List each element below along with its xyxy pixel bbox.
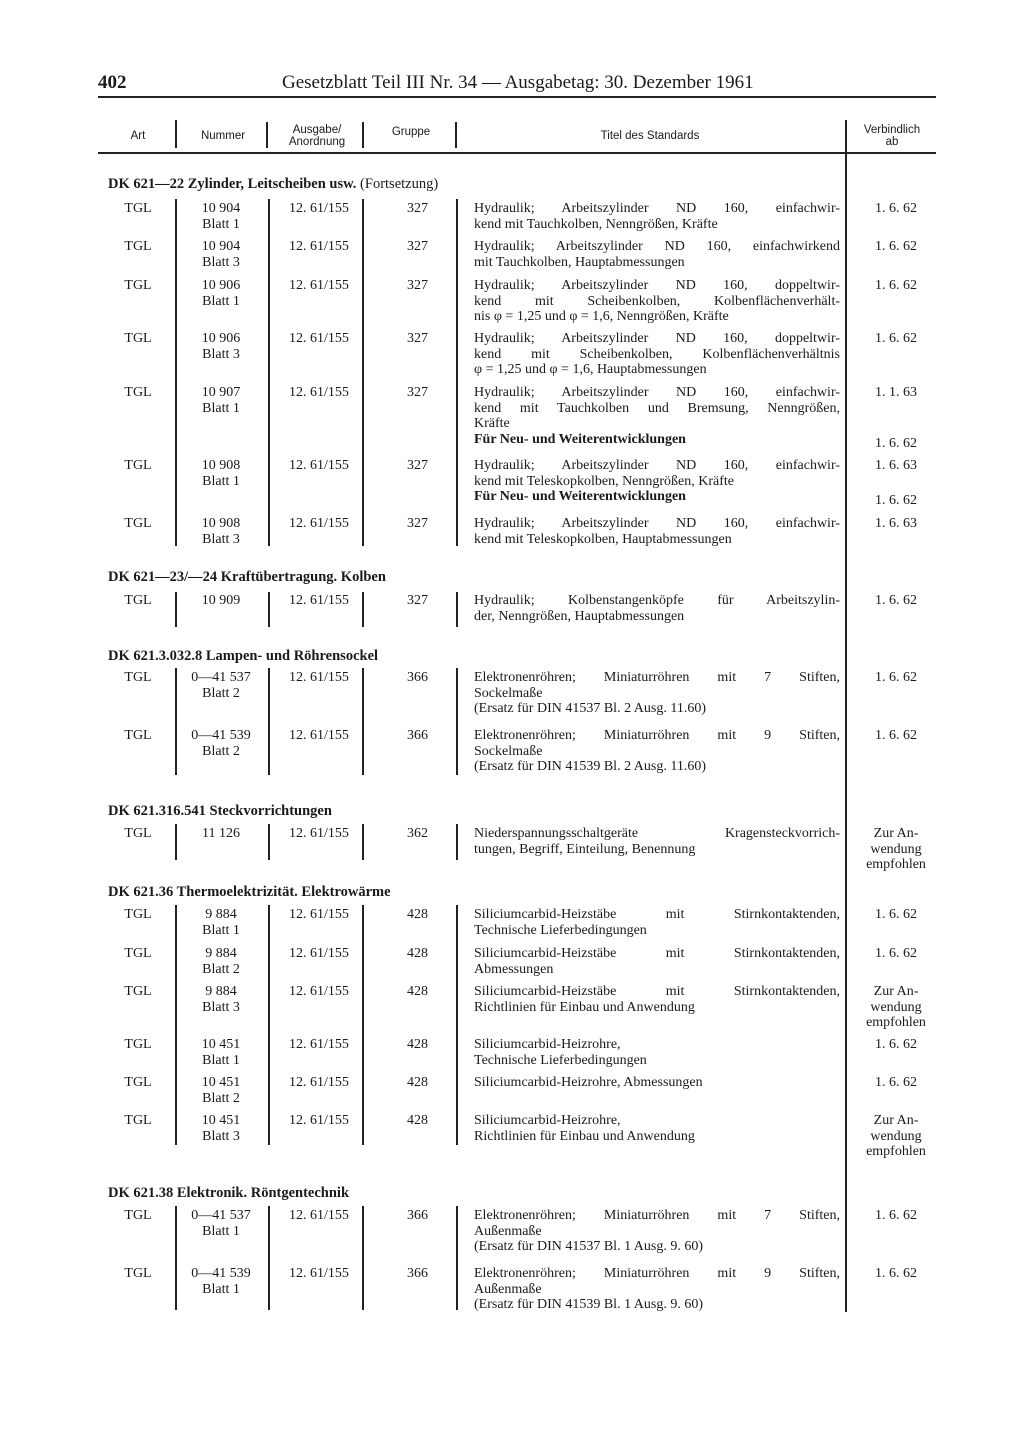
row-title-line: Elektronenröhren; Miniaturröhren mit 7 Stiften,	[474, 1208, 840, 1223]
row-verbindlich-line: 1. 6. 62	[875, 593, 917, 608]
row-gruppe: 366	[407, 1208, 428, 1223]
row-nummer-line: Blatt 1	[202, 473, 240, 489]
section-heading	[108, 803, 332, 820]
row-nummer-line: Blatt 1	[202, 1281, 240, 1297]
col-header-art: Art	[130, 130, 146, 142]
row-nummer	[183, 1075, 259, 1106]
row-title	[474, 458, 840, 505]
column-rule	[175, 592, 177, 627]
row-nummer	[183, 385, 259, 416]
col-header-rule	[98, 152, 936, 154]
row-title	[474, 728, 840, 775]
row-art: TGL	[124, 516, 152, 531]
row-verbindlich-line: 1. 6. 62	[875, 1037, 917, 1052]
row-title-line: Elektronenröhren; Miniaturröhren mit 9 Stiften,	[474, 1266, 840, 1281]
row-title	[474, 201, 840, 232]
row-verbindlich-line: 1. 6. 62	[875, 1208, 917, 1223]
row-verbindlich	[846, 278, 946, 294]
row-title-line: (Ersatz für DIN 41539 Bl. 2 Ausg. 11.60)	[474, 759, 707, 774]
row-ausgabe: 12. 61/155	[289, 1075, 349, 1090]
row-nummer-line: 10 908	[201, 458, 241, 473]
row-verbindlich-line: 1. 6. 62	[875, 493, 917, 508]
column-rule	[456, 1206, 458, 1310]
row-ausgabe: 12. 61/155	[289, 728, 349, 743]
row-nummer	[183, 1113, 259, 1144]
row-verbindlich-line: wendung	[870, 999, 922, 1015]
row-title-line: Hydraulik; Arbeitszylinder ND 160, einfachwir-	[474, 516, 840, 531]
col-header-verbindlich	[846, 124, 938, 148]
row-title-line: Siliciumcarbid-Heizrohre,	[474, 1037, 621, 1052]
row-gruppe: 327	[407, 201, 428, 216]
row-title-line: tungen, Begriff, Einteilung, Benennung	[474, 841, 696, 857]
row-art: TGL	[124, 984, 152, 999]
row-gruppe: 327	[407, 331, 428, 346]
row-gruppe: 428	[407, 984, 428, 999]
row-verbindlich-line: wendung	[870, 1128, 922, 1144]
row-verbindlich-line	[846, 474, 946, 490]
row-ausgabe: 12. 61/155	[289, 201, 349, 216]
column-rule	[268, 824, 270, 860]
row-title-line: der, Nenngrößen, Hauptabmessungen	[474, 608, 685, 624]
row-title-line: Siliciumcarbid-Heizstäbe mit Stirnkontaktenden,	[474, 984, 840, 999]
row-art: TGL	[124, 1075, 152, 1090]
row-verbindlich-line: 1. 6. 62	[875, 1266, 917, 1281]
row-title	[474, 1037, 840, 1068]
column-rule	[268, 905, 270, 1145]
col-header-divider	[266, 122, 268, 148]
row-ausgabe: 12. 61/155	[289, 1266, 349, 1281]
row-title-line: kend mit Tauchkolben, Nenngrößen, Kräfte	[474, 216, 718, 232]
row-gruppe: 428	[407, 1075, 428, 1090]
row-nummer-line: Blatt 1	[202, 1223, 240, 1239]
row-nummer-line: 10 451	[201, 1037, 241, 1052]
row-title-note: Für Neu- und Weiterentwicklungen	[474, 431, 686, 447]
row-verbindlich	[846, 670, 946, 686]
row-verbindlich-line: Zur An-	[873, 984, 919, 999]
row-nummer-line: 10 909	[201, 593, 241, 608]
row-ausgabe: 12. 61/155	[289, 1113, 349, 1128]
row-nummer	[183, 516, 259, 547]
row-art: TGL	[124, 907, 152, 922]
row-nummer-line: 9 884	[205, 946, 237, 961]
row-title-line: Richtlinien für Einbau und Anwendung	[474, 999, 695, 1015]
row-verbindlich-line: empfohlen	[866, 1015, 926, 1030]
row-gruppe: 327	[407, 278, 428, 293]
row-art: TGL	[124, 1113, 152, 1128]
col-header-divider	[362, 122, 364, 148]
row-title-line: Elektronenröhren; Miniaturröhren mit 7 Stiften,	[474, 670, 840, 685]
row-ausgabe: 12. 61/155	[289, 1037, 349, 1052]
section-label: DK 621.36 Thermoelektrizität. Elektrowärme	[108, 884, 391, 900]
row-nummer-line: 0—41 537	[191, 1208, 251, 1223]
row-nummer-line: 0—41 537	[191, 670, 251, 685]
row-art: TGL	[124, 593, 152, 608]
row-verbindlich-line: 1. 6. 63	[875, 458, 917, 473]
row-nummer-line: Blatt 1	[202, 400, 240, 416]
row-art: TGL	[124, 201, 152, 216]
row-verbindlich-line: wendung	[870, 841, 922, 857]
row-title-line: Hydraulik; Arbeitszylinder ND 160, doppeltwir-	[474, 331, 840, 346]
row-nummer-line: 11 126	[202, 826, 240, 841]
column-rule	[456, 592, 458, 627]
column-rule	[175, 668, 177, 775]
row-nummer-line: 10 451	[201, 1075, 241, 1090]
row-gruppe: 327	[407, 239, 428, 254]
row-nummer-line: 0—41 539	[191, 728, 251, 743]
column-rule	[362, 905, 364, 1145]
row-title-line: Hydraulik; Arbeitszylinder ND 160, einfachwir-	[474, 385, 840, 400]
row-verbindlich-line: Zur An-	[873, 1113, 919, 1128]
row-title-line: Hydraulik; Kolbenstangenköpfe für Arbeitszylin-	[474, 593, 840, 608]
row-nummer-line: 9 884	[205, 984, 237, 999]
row-nummer-line: Blatt 3	[202, 346, 240, 362]
row-title-line: (Ersatz für DIN 41539 Bl. 1 Ausg. 9. 60)	[474, 1297, 704, 1312]
row-nummer-line: 10 906	[201, 331, 241, 346]
row-art: TGL	[124, 946, 152, 961]
row-verbindlich	[846, 1113, 946, 1160]
page-number: 402	[98, 72, 127, 93]
row-title	[474, 670, 840, 717]
row-nummer	[183, 458, 259, 489]
row-art: TGL	[124, 385, 152, 400]
row-gruppe: 366	[407, 1266, 428, 1281]
row-art: TGL	[124, 239, 152, 254]
section-heading	[108, 884, 391, 901]
row-nummer	[183, 593, 259, 609]
row-verbindlich	[846, 1037, 946, 1053]
row-ausgabe: 12. 61/155	[289, 826, 349, 841]
column-rule	[175, 199, 177, 546]
row-gruppe: 327	[407, 385, 428, 400]
row-ausgabe: 12. 61/155	[289, 907, 349, 922]
row-art: TGL	[124, 670, 152, 685]
row-ausgabe: 12. 61/155	[289, 239, 349, 254]
row-title-line: (Ersatz für DIN 41537 Bl. 1 Ausg. 9. 60)	[474, 1239, 704, 1254]
column-rule	[456, 905, 458, 1145]
col-header-ausgabe	[270, 124, 364, 148]
row-title-line: Abmessungen	[474, 961, 554, 977]
row-verbindlich-line: empfohlen	[866, 1144, 926, 1159]
row-verbindlich	[846, 458, 946, 509]
row-nummer-line: Blatt 1	[202, 922, 240, 938]
column-rule	[175, 1206, 177, 1310]
row-verbindlich	[846, 907, 946, 923]
row-nummer-line: 10 906	[201, 278, 241, 293]
row-nummer-line: 9 884	[205, 907, 237, 922]
row-verbindlich	[846, 826, 946, 873]
section-label: DK 621.316.541 Steckvorrichtungen	[108, 803, 332, 819]
row-title-line: kend mit Teleskopkolben, Nenngrößen, Kräfte	[474, 473, 735, 489]
row-verbindlich	[846, 1075, 946, 1091]
row-title	[474, 385, 840, 447]
row-title-line: Elektronenröhren; Miniaturröhren mit 9 Stiften,	[474, 728, 840, 743]
row-title-line: Siliciumcarbid-Heizstäbe mit Stirnkontaktenden,	[474, 907, 840, 922]
col-header-verbindlich-line1: Verbindlich	[863, 124, 921, 136]
row-gruppe: 428	[407, 907, 428, 922]
row-verbindlich-line	[846, 401, 946, 417]
row-verbindlich	[846, 239, 946, 255]
section-heading	[108, 1185, 349, 1202]
row-art: TGL	[124, 278, 152, 293]
row-nummer-line: Blatt 1	[202, 1052, 240, 1068]
row-nummer	[183, 826, 259, 842]
row-nummer-line: 10 451	[201, 1113, 241, 1128]
row-verbindlich-line: 1. 6. 62	[875, 670, 917, 685]
col-header-divider	[175, 120, 177, 148]
row-art: TGL	[124, 331, 152, 346]
row-title-line: kend mit Scheibenkolben, Kolbenflächenverhältnis	[474, 346, 840, 362]
section-suffix: (Fortsetzung)	[356, 176, 439, 192]
row-gruppe: 366	[407, 728, 428, 743]
row-title-line: Kräfte	[474, 416, 510, 431]
row-nummer-line: 10 908	[201, 516, 241, 531]
row-nummer	[183, 946, 259, 977]
column-rule	[268, 199, 270, 546]
row-ausgabe: 12. 61/155	[289, 946, 349, 961]
column-rule	[268, 1206, 270, 1310]
row-title	[474, 1113, 840, 1144]
section-label: DK 621—23/—24 Kraftübertragung. Kolben	[108, 569, 386, 585]
row-gruppe: 428	[407, 1113, 428, 1128]
row-verbindlich	[846, 331, 946, 347]
col-header-ausgabe-line2: Anordnung	[288, 136, 346, 148]
row-verbindlich-line: Zur An-	[873, 826, 919, 841]
row-verbindlich	[846, 1208, 946, 1224]
row-nummer	[183, 201, 259, 232]
row-gruppe: 362	[407, 826, 428, 841]
row-title-line: Hydraulik; Arbeitszylinder ND 160, doppeltwir-	[474, 278, 840, 293]
row-verbindlich-line: 1. 6. 62	[875, 1075, 917, 1090]
row-art: TGL	[124, 1208, 152, 1223]
row-title	[474, 826, 840, 857]
row-nummer-line: Blatt 3	[202, 254, 240, 270]
row-nummer	[183, 670, 259, 701]
col-header-nummer: Nummer	[200, 130, 246, 142]
row-title-line: Siliciumcarbid-Heizstäbe mit Stirnkontaktenden,	[474, 946, 840, 961]
row-title	[474, 331, 840, 378]
col-header-gruppe: Gruppe	[391, 126, 431, 138]
row-title-line: mit Tauchkolben, Hauptabmessungen	[474, 254, 685, 270]
row-ausgabe: 12. 61/155	[289, 458, 349, 473]
row-ausgabe: 12. 61/155	[289, 984, 349, 999]
row-title	[474, 1208, 840, 1255]
row-verbindlich-line: 1. 6. 62	[875, 201, 917, 216]
column-rule	[268, 592, 270, 627]
row-gruppe: 327	[407, 593, 428, 608]
row-nummer-line: Blatt 3	[202, 531, 240, 547]
row-nummer	[183, 984, 259, 1015]
row-nummer-line: 10 904	[201, 201, 241, 216]
row-verbindlich	[846, 1266, 946, 1282]
row-verbindlich-line: 1. 6. 62	[875, 435, 917, 451]
row-title	[474, 1075, 840, 1091]
row-gruppe: 327	[407, 516, 428, 531]
row-nummer-line: Blatt 2	[202, 743, 240, 759]
row-title-line: Niederspannungsschaltgeräte Kragensteckvorrich-	[474, 826, 840, 841]
row-title	[474, 984, 840, 1015]
row-verbindlich	[846, 201, 946, 217]
row-verbindlich-line	[846, 416, 946, 432]
column-rule	[456, 668, 458, 775]
row-art: TGL	[124, 458, 152, 473]
row-verbindlich	[846, 728, 946, 744]
row-title-line: Siliciumcarbid-Heizrohre,	[474, 1113, 621, 1128]
row-title	[474, 946, 840, 977]
row-nummer-line: Blatt 2	[202, 685, 240, 701]
row-verbindlich-line: 1. 6. 62	[875, 331, 917, 346]
row-title-line: kend mit Scheibenkolben, Kolbenflächenverhält-	[474, 293, 840, 309]
row-nummer	[183, 239, 259, 270]
row-title-line: φ = 1,25 und φ = 1,6, Hauptabmessungen	[474, 362, 707, 377]
row-verbindlich	[846, 984, 946, 1031]
row-nummer	[183, 278, 259, 309]
row-nummer-line: Blatt 3	[202, 999, 240, 1015]
row-title	[474, 593, 840, 624]
row-verbindlich	[846, 385, 946, 451]
row-title-line: kend mit Teleskopkolben, Hauptabmessungen	[474, 531, 732, 547]
row-title	[474, 1266, 840, 1313]
row-gruppe: 428	[407, 1037, 428, 1052]
row-title	[474, 907, 840, 938]
row-title	[474, 278, 840, 325]
row-verbindlich-line: 1. 6. 62	[875, 728, 917, 743]
row-verbindlich-line: empfohlen	[866, 857, 926, 872]
row-title-line: Außenmaße	[474, 1281, 542, 1297]
row-title-line: Technische Lieferbedingungen	[474, 1052, 647, 1068]
row-title-line: Sockelmaße	[474, 743, 543, 759]
row-ausgabe: 12. 61/155	[289, 1208, 349, 1223]
row-title	[474, 516, 840, 547]
row-nummer	[183, 331, 259, 362]
row-verbindlich	[846, 946, 946, 962]
row-nummer-line: Blatt 2	[202, 961, 240, 977]
row-gruppe: 428	[407, 946, 428, 961]
row-title-line: Hydraulik; Arbeitszylinder ND 160, einfachwir-	[474, 458, 840, 473]
section-label: DK 621—22 Zylinder, Leitscheiben usw.	[108, 176, 357, 192]
row-nummer	[183, 907, 259, 938]
row-verbindlich-line: 1. 6. 62	[875, 278, 917, 293]
row-nummer	[183, 1037, 259, 1068]
column-rule	[175, 824, 177, 860]
row-nummer	[183, 1208, 259, 1239]
row-nummer	[183, 728, 259, 759]
row-title-line: Richtlinien für Einbau und Anwendung	[474, 1128, 695, 1144]
row-art: TGL	[124, 1037, 152, 1052]
column-rule	[456, 199, 458, 546]
col-header-divider	[455, 122, 457, 148]
row-gruppe: 366	[407, 670, 428, 685]
row-gruppe: 327	[407, 458, 428, 473]
col-header-ausgabe-line1: Ausgabe/	[292, 124, 342, 136]
row-ausgabe: 12. 61/155	[289, 278, 349, 293]
row-ausgabe: 12. 61/155	[289, 516, 349, 531]
page-title: Gesetzblatt Teil III Nr. 34 — Ausgabetag: 30. Dezember 1961	[282, 72, 754, 93]
row-verbindlich-line: 1. 6. 62	[875, 239, 917, 254]
row-nummer	[183, 1266, 259, 1297]
row-title-line: (Ersatz für DIN 41537 Bl. 2 Ausg. 11.60)	[474, 701, 707, 716]
column-rule	[175, 905, 177, 1145]
row-title-line: Siliciumcarbid-Heizrohre, Abmessungen	[474, 1075, 703, 1090]
row-title-line: Sockelmaße	[474, 685, 543, 701]
col-header-verbindlich-line2: ab	[885, 136, 899, 148]
row-ausgabe: 12. 61/155	[289, 670, 349, 685]
column-rule	[456, 824, 458, 860]
row-title-line: Außenmaße	[474, 1223, 542, 1239]
row-verbindlich-line: 1. 1. 63	[875, 385, 917, 400]
row-title-line: kend mit Tauchkolben und Bremsung, Nenngrößen,	[474, 400, 840, 416]
row-nummer-line: Blatt 3	[202, 1128, 240, 1144]
section-label: DK 621.38 Elektronik. Röntgentechnik	[108, 1185, 350, 1201]
row-title-line: nis φ = 1,25 und φ = 1,6, Nenngrößen, Kräfte	[474, 309, 729, 324]
header-rule	[98, 96, 936, 98]
row-art: TGL	[124, 826, 152, 841]
row-nummer-line: 10 904	[201, 239, 241, 254]
row-title-line: Hydraulik; Arbeitszylinder ND 160, einfachwirkend	[474, 239, 840, 254]
row-verbindlich-line: 1. 6. 63	[875, 516, 917, 531]
row-verbindlich-line: 1. 6. 62	[875, 946, 917, 961]
section-heading	[108, 569, 386, 586]
column-rule	[268, 668, 270, 775]
row-ausgabe: 12. 61/155	[289, 593, 349, 608]
section-label: DK 621.3.032.8 Lampen- und Röhrensockel	[108, 648, 379, 664]
row-verbindlich-line: 1. 6. 62	[875, 907, 917, 922]
col-header-titel: Titel des Standards	[600, 130, 700, 142]
row-title-note: Für Neu- und Weiterentwicklungen	[474, 489, 686, 504]
row-nummer-line: Blatt 1	[202, 216, 240, 232]
section-heading	[108, 176, 438, 193]
row-verbindlich	[846, 516, 946, 532]
row-title-line: Hydraulik; Arbeitszylinder ND 160, einfachwir-	[474, 201, 840, 216]
row-art: TGL	[124, 728, 152, 743]
row-nummer-line: Blatt 1	[202, 293, 240, 309]
row-ausgabe: 12. 61/155	[289, 385, 349, 400]
row-title-line: Technische Lieferbedingungen	[474, 922, 647, 938]
row-verbindlich	[846, 593, 946, 609]
row-art: TGL	[124, 1266, 152, 1281]
row-nummer-line: Blatt 2	[202, 1090, 240, 1106]
col-header-divider	[845, 120, 847, 152]
section-heading	[108, 648, 378, 665]
row-nummer-line: 10 907	[201, 385, 241, 400]
row-nummer-line: 0—41 539	[191, 1266, 251, 1281]
row-title	[474, 239, 840, 270]
row-ausgabe: 12. 61/155	[289, 331, 349, 346]
